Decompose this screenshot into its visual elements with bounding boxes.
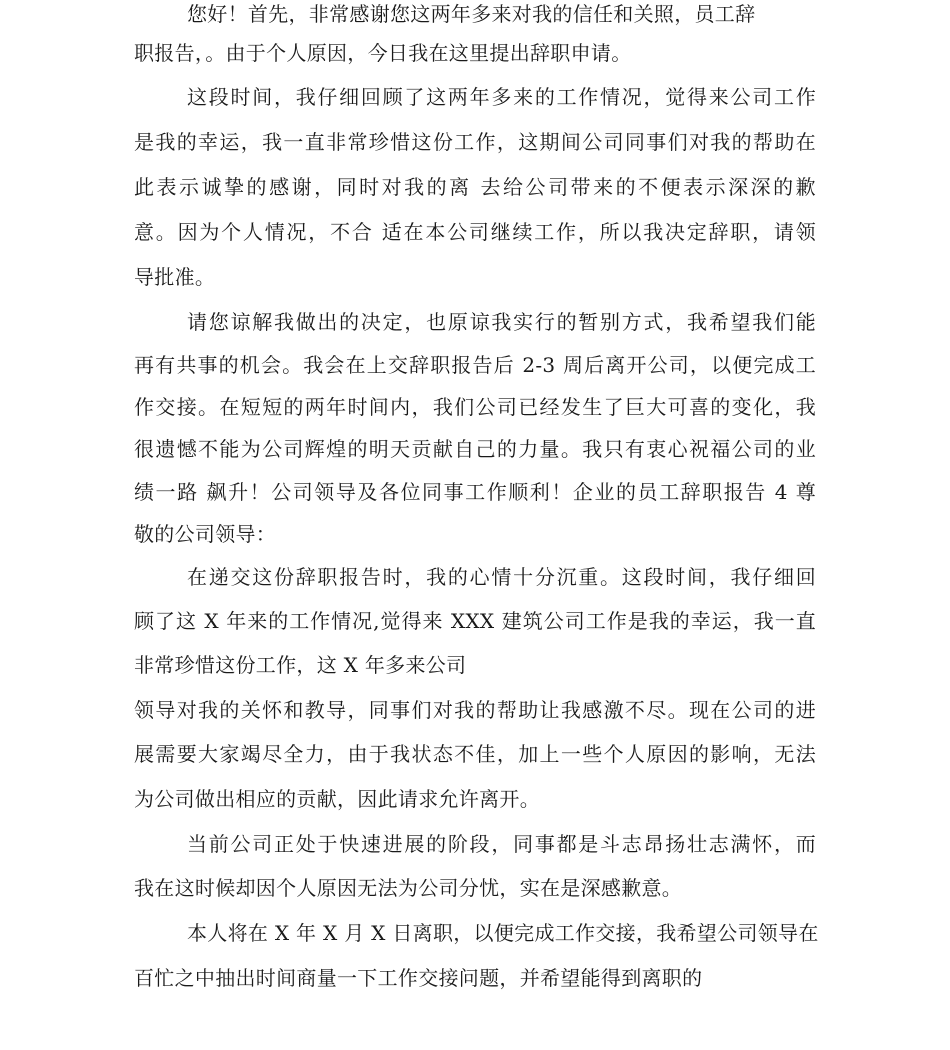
text-line: 此表示诚挚的感谢，同时对我的离 去给公司带来的不便表示深深的歉 <box>134 175 816 199</box>
text-line: 意。因为个人情况，不合 适在本公司继续工作，所以我决定辞职，请领 <box>134 220 816 244</box>
text-line: 职报告，。由于个人原因，今日我在这里提出辞职申请。 <box>134 41 632 65</box>
text-line: 这段时间，我仔细回顾了这两年多来的工作情况，觉得来公司工作 <box>187 85 816 109</box>
text-line: 在递交这份辞职报告时，我的心情十分沉重。这段时间，我仔细回 <box>187 565 816 589</box>
text-line: 绩一路 飙升！公司领导及各位同事工作顺利！企业的员工辞职报告 4 尊 <box>134 480 816 504</box>
text-line: 再有共事的机会。我会在上交辞职报告后 2-3 周后离开公司，以便完成工 <box>134 353 816 377</box>
text-line: 是我的幸运，我一直非常珍惜这份工作，这期间公司同事们对我的帮助在 <box>134 130 816 154</box>
text-line: 百忙之中抽出时间商量一下工作交接问题，并希望能得到离职的 <box>134 966 703 990</box>
text-line: 导批准。 <box>134 265 216 289</box>
text-line: 很遗憾不能为公司辉煌的明天贡献自己的力量。我只有衷心祝福公司的业 <box>134 437 816 461</box>
text-line: 作交接。在短短的两年时间内，我们公司已经发生了巨大可喜的变化，我 <box>134 395 816 419</box>
text-line: 本人将在 X 年 X 月 X 日离职，以便完成工作交接，我希望公司领导在 <box>187 921 819 945</box>
text-line: 当前公司正处于快速进展的阶段，同事都是斗志昂扬壮志满怀，而 <box>187 832 816 856</box>
text-line: 请您谅解我做出的决定，也原谅我实行的暂别方式，我希望我们能 <box>187 310 816 334</box>
text-line: 我在这时候却因个人原因无法为公司分忧，实在是深感歉意。 <box>134 876 683 900</box>
text-line: 领导对我的关怀和教导，同事们对我的帮助让我感激不尽。现在公司的进 <box>134 698 816 722</box>
text-line: 非常珍惜这份工作，这 X 年多来公司 <box>134 653 467 677</box>
text-line: 敬的公司领导： <box>134 522 277 546</box>
text-line: 顾了这 X 年来的工作情况,觉得来 XXX 建筑公司工作是我的幸运，我一直 <box>134 609 816 633</box>
text-line: 为公司做出相应的贡献，因此请求允许离开。 <box>134 787 540 811</box>
text-line: 您好！首先，非常感谢您这两年多来对我的信任和关照，员工辞 <box>187 2 756 26</box>
text-line: 展需要大家竭尽全力，由于我状态不佳，加上一些个人原因的影响，无法 <box>134 742 816 766</box>
